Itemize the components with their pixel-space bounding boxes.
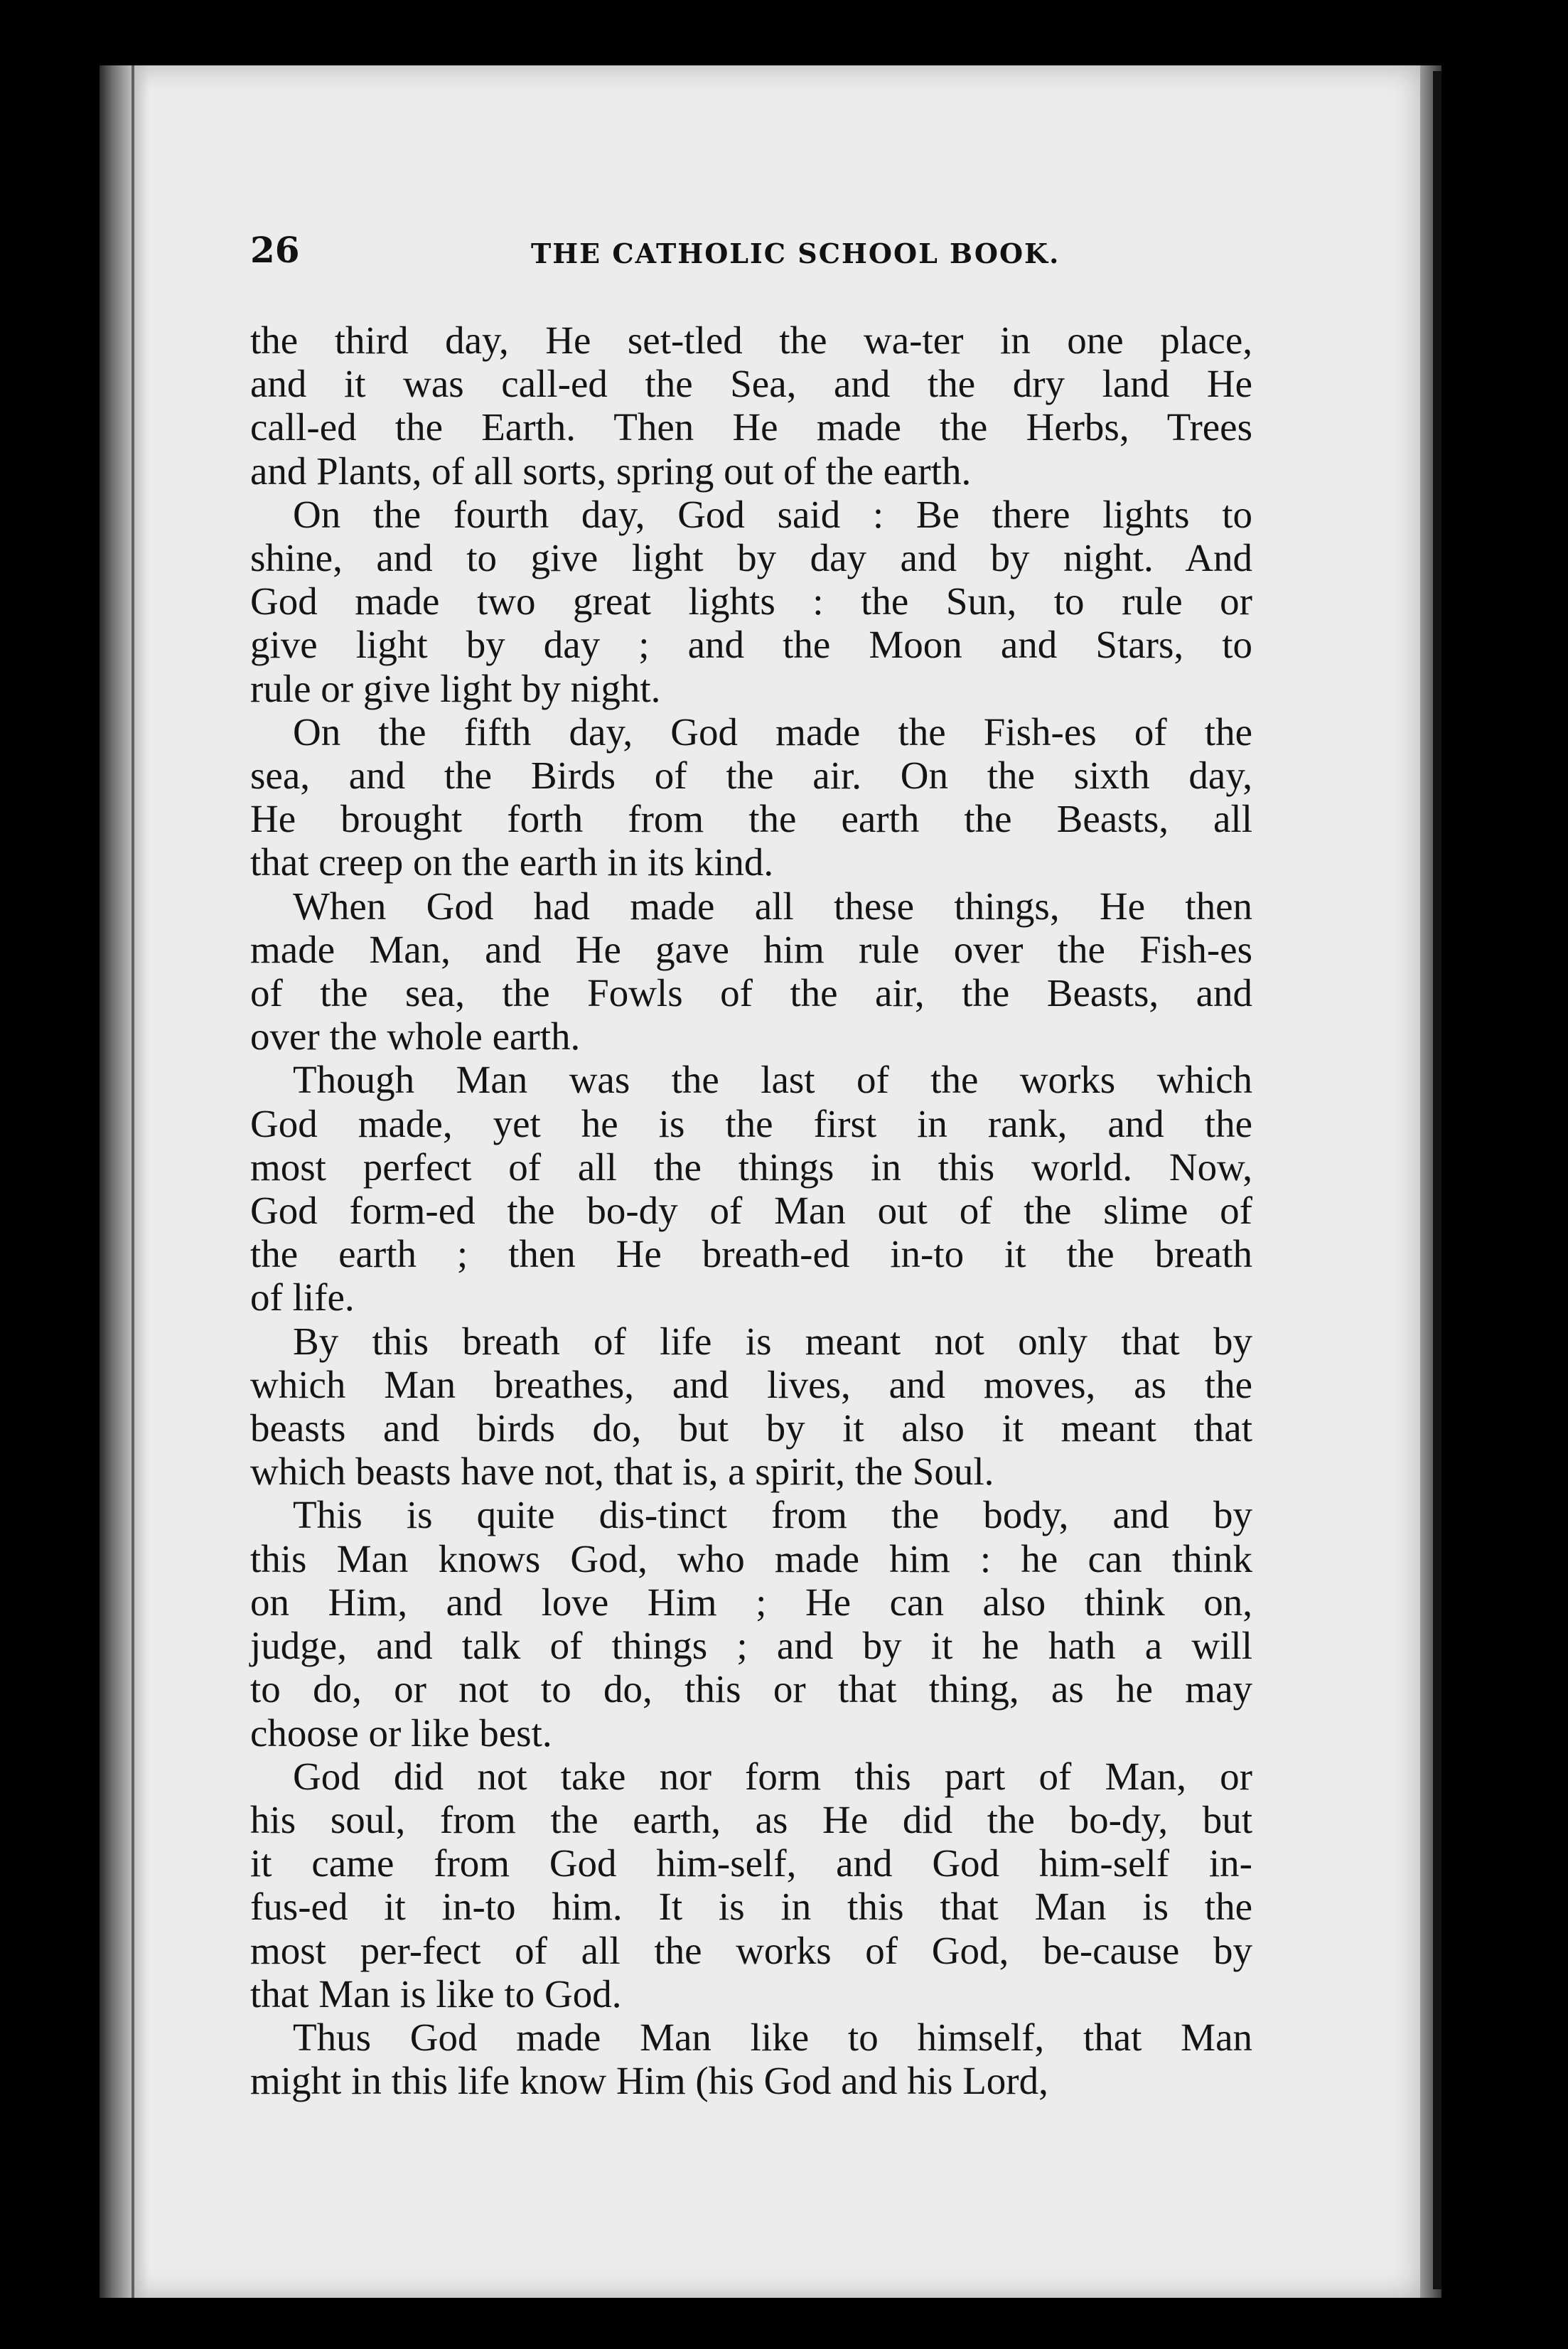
text-line: made Man, and He gave him rule over the Fish-es <box>250 927 1252 971</box>
text-line: God did not take nor form this part of Man, or <box>293 1754 1252 1798</box>
text-line: On the fourth day, God said : Be there lights to <box>293 492 1252 536</box>
text-line: which Man breathes, and lives, and moves, as the <box>250 1362 1252 1406</box>
text-line: choose or like best. <box>250 1711 552 1755</box>
page-header <box>250 229 1260 272</box>
text-line: call-ed the Earth. Then He made the Herbs, Trees <box>250 405 1252 449</box>
text-line: to do, or not to do, this or that thing, as he may <box>250 1667 1252 1711</box>
page-number: 26 <box>250 229 300 271</box>
text-line: and it was call-ed the Sea, and the dry land He <box>250 362 1252 406</box>
text-line: beasts and birds do, but by it also it meant that <box>250 1406 1252 1450</box>
text-line: rule or give light by night. <box>250 666 661 710</box>
text-line: that creep on the earth in its kind. <box>250 840 774 884</box>
text-line: God made two great lights : the Sun, to rule or <box>250 579 1252 624</box>
text-line: shine, and to give light by day and by night. And <box>250 536 1252 580</box>
text-line: Thus God made Man like to himself, that Man <box>293 2015 1252 2059</box>
text-line: fus-ed it in-to him. It is in this that Man is the <box>250 1885 1252 1929</box>
text-line: that Man is like to God. <box>250 1971 622 2016</box>
text-line: and Plants, of all sorts, spring out of the earth. <box>250 449 972 493</box>
binding-line <box>131 65 134 2298</box>
text-line: God form-ed the bo-dy of Man out of the slime of <box>250 1189 1252 1233</box>
text-line: give light by day ; and the Moon and Stars, to <box>250 623 1252 667</box>
text-line: sea, and the Birds of the air. On the sixth day, <box>250 754 1252 798</box>
text-line: his soul, from the earth, as He did the bo-dy, but <box>250 1797 1252 1841</box>
text-line: over the whole earth. <box>250 1015 581 1059</box>
text-line: Though Man was the last of the works which <box>293 1058 1252 1102</box>
facing-page-edge <box>1433 71 1441 2289</box>
text-line: On the fifth day, God made the Fish-es of the <box>293 710 1252 754</box>
text-line: By this breath of life is meant not only that by <box>293 1319 1252 1363</box>
text-line: the third day, He set-tled the wa-ter in one place, <box>250 319 1252 362</box>
text-line: of the sea, the Fowls of the air, the Beasts, and <box>250 971 1252 1015</box>
running-title: THE CATHOLIC SCHOOL BOOK. <box>531 237 1060 269</box>
text-line: judge, and talk of things ; and by it he hath a will <box>250 1624 1252 1668</box>
binding-shadow <box>100 65 149 2298</box>
text-line: of life. <box>250 1275 355 1320</box>
text-line: on Him, and love Him ; He can also think on, <box>250 1580 1252 1624</box>
text-line: the earth ; then He breath-ed in-to it the breath <box>250 1232 1252 1276</box>
text-line: most per-fect of all the works of God, be-cause by <box>250 1928 1252 1972</box>
text-line: might in this life know Him (his God and his Lord, <box>250 2059 1048 2103</box>
body-text <box>250 319 1252 2102</box>
text-line: This is quite dis-tinct from the body, and by <box>293 1493 1252 1537</box>
text-line: He brought forth from the earth the Beasts, all <box>250 797 1252 841</box>
text-line: God made, yet he is the first in rank, and the <box>250 1101 1252 1145</box>
text-line: it came from God him-self, and God him-self in- <box>250 1841 1252 1885</box>
text-line: most perfect of all the things in this world. Now, <box>250 1145 1252 1189</box>
text-line: When God had made all these things, He then <box>293 884 1252 928</box>
text-line: which beasts have not, that is, a spirit, the Soul. <box>250 1450 994 1494</box>
text-line: this Man knows God, who made him : he can think <box>250 1536 1252 1580</box>
